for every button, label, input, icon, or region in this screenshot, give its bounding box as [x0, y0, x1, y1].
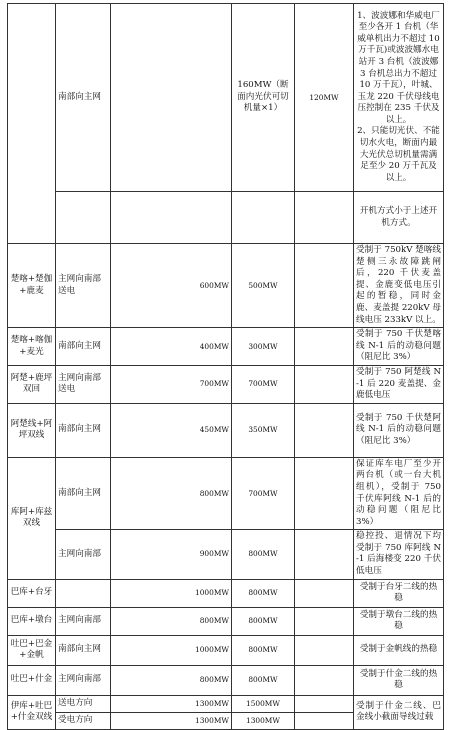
note-cell: 受制于什金二线、巴金线小截面导线过载	[354, 695, 444, 729]
mode-cell: 主网向南部送电	[56, 365, 111, 403]
corridor-cell: 阿楚+鹿坪双回	[8, 365, 56, 403]
corridor-cell: 楚喀+喀伽+麦光	[8, 328, 56, 366]
blank-cell	[295, 665, 354, 695]
table-row	[8, 579, 444, 607]
note-cell: 开机方式小于上述开机方式。	[354, 192, 444, 244]
capacity-cell: 600MW	[111, 244, 232, 328]
blank-cell	[56, 192, 111, 244]
limit-cell: 700MW	[232, 457, 295, 530]
note-cell: 1、波波娜和华威电厂至少各开 1 台机（华威单机出力不超过 10 万千瓦)或波波娜水电站开 3 台机（波波娜 3 台机总出力不超过 10 万千瓦），叶城、玉龙 220 千伏母线电压控制在 235 千伏及以上。 2、只能切光伏、不能切水火电，断面内最大光伏总切机量需满足至少 20 万千瓦及以上。	[354, 4, 444, 192]
capacity-cell: 450MW	[111, 403, 232, 457]
limit-cell: 350MW	[232, 403, 295, 457]
blank-cell	[295, 607, 354, 635]
blank-cell	[295, 403, 354, 457]
table-row	[8, 457, 444, 530]
note-cell: 受制于墩台二线的热稳	[354, 607, 444, 635]
mode-cell: 主网向南部	[56, 530, 111, 579]
note-cell: 受制于金帆线的热稳	[354, 635, 444, 665]
blank-cell	[295, 328, 354, 366]
capacity-cell: 700MW	[111, 365, 232, 403]
capacity-cell: 900MW	[111, 530, 232, 579]
mode-cell: 南部向主网	[56, 4, 111, 192]
table-row	[8, 403, 444, 457]
mode-cell: 受电方向	[56, 712, 111, 729]
table-row	[8, 665, 444, 695]
limit-cell: 800MW	[232, 665, 295, 695]
blank-cell	[295, 192, 354, 244]
note-cell: 受制于什金二线的热稳	[354, 665, 444, 695]
mode-cell: 主网向南部送电	[56, 244, 111, 328]
limit-cell: 1500MW	[232, 695, 295, 712]
table-row	[8, 365, 444, 403]
blank-cell	[232, 192, 295, 244]
corridor-cell: 巴库+墩台	[8, 607, 56, 635]
note-cell: 保证库车电厂至少开两台机（或一台大机组机），受制于 750 千伏库阿线 N-1 后的动稳问题（阻尼比 3%）	[354, 457, 444, 530]
table-row	[8, 530, 444, 579]
limit-cell: 1300MW	[232, 712, 295, 729]
corridor-cell: 伊库+吐巴+什金双线	[8, 695, 56, 729]
capacity-cell: 400MW	[111, 328, 232, 366]
blank-cell	[111, 4, 232, 192]
blank-cell	[295, 635, 354, 665]
note-cell: 稳控投、退情况下均受制于 750 库阿线 N-1 后海楼变 220 千伏低电压	[354, 530, 444, 579]
blank-cell	[295, 244, 354, 328]
capacity-cell: 1000MW	[111, 579, 232, 607]
transfer-limit-table	[7, 3, 444, 730]
table-row	[8, 192, 444, 244]
capacity-cell: 1000MW	[111, 635, 232, 665]
capacity-cell: 1300MW	[111, 712, 232, 729]
limit-cell: 700MW	[232, 365, 295, 403]
corridor-cell	[8, 4, 56, 244]
note-cell: 受制于 750 千伏楚喀线 N-1 后的动稳问题（阻尼比 3%）	[354, 328, 444, 366]
limit-cell: 120MW	[295, 4, 354, 192]
mode-cell	[56, 579, 111, 607]
capacity-cell: 800MW	[111, 607, 232, 635]
corridor-cell: 巴库+台牙	[8, 579, 56, 607]
mode-cell: 南部向主网	[56, 457, 111, 530]
mode-cell: 主网向南部	[56, 607, 111, 635]
corridor-cell: 库阿+库兹双线	[8, 457, 56, 579]
mode-cell: 南部向主网	[56, 635, 111, 665]
blank-cell	[295, 365, 354, 403]
table-row	[8, 328, 444, 366]
blank-cell	[111, 192, 232, 244]
note-cell: 受制于 750kV 楚喀线楚侧三永故障跳闸后，220 千伏麦盖提、金鹿变低电压引起的暂稳，同时金鹿、麦盖提 220kV 母线电压 233kV 以上。	[354, 244, 444, 328]
limit-cell: 800MW	[232, 579, 295, 607]
note-cell: 受制于 750 千伏楚阿线 N-1 后的动稳问题（阻尼比 3%）	[354, 403, 444, 457]
corridor-cell: 楚喀+楚伽+鹿麦	[8, 244, 56, 328]
mode-cell: 送电方向	[56, 695, 111, 712]
blank-cell	[295, 457, 354, 530]
table-row	[8, 607, 444, 635]
mode-cell: 南部向主网	[56, 328, 111, 366]
capacity-cell: 800MW	[111, 665, 232, 695]
table-row	[8, 4, 444, 192]
table-row	[8, 635, 444, 665]
limit-cell: 500MW	[232, 244, 295, 328]
table-row	[8, 244, 444, 328]
mode-cell: 主网向南部	[56, 665, 111, 695]
corridor-cell: 阿楚线+阿坪双线	[8, 403, 56, 457]
corridor-cell: 吐巴+什金	[8, 665, 56, 695]
capacity-cell: 800MW	[111, 457, 232, 530]
blank-cell	[295, 712, 354, 729]
limit-cell: 800MW	[232, 635, 295, 665]
note-cell: 受制于台牙二线的热稳	[354, 579, 444, 607]
limit-cell: 800MW	[232, 607, 295, 635]
blank-cell	[295, 530, 354, 579]
mode-cell: 南部向主网	[56, 403, 111, 457]
limit-cell: 800MW	[232, 530, 295, 579]
corridor-cell: 吐巴+巴金+金帆	[8, 635, 56, 665]
capacity-cell: 160MW（断面内光伏可切机量×1）	[232, 4, 295, 192]
limit-cell: 300MW	[232, 328, 295, 366]
note-cell: 受制于 750 阿楚线 N-1 后 220 麦盖提、金鹿低电压	[354, 365, 444, 403]
blank-cell	[295, 579, 354, 607]
capacity-cell: 1300MW	[111, 695, 232, 712]
